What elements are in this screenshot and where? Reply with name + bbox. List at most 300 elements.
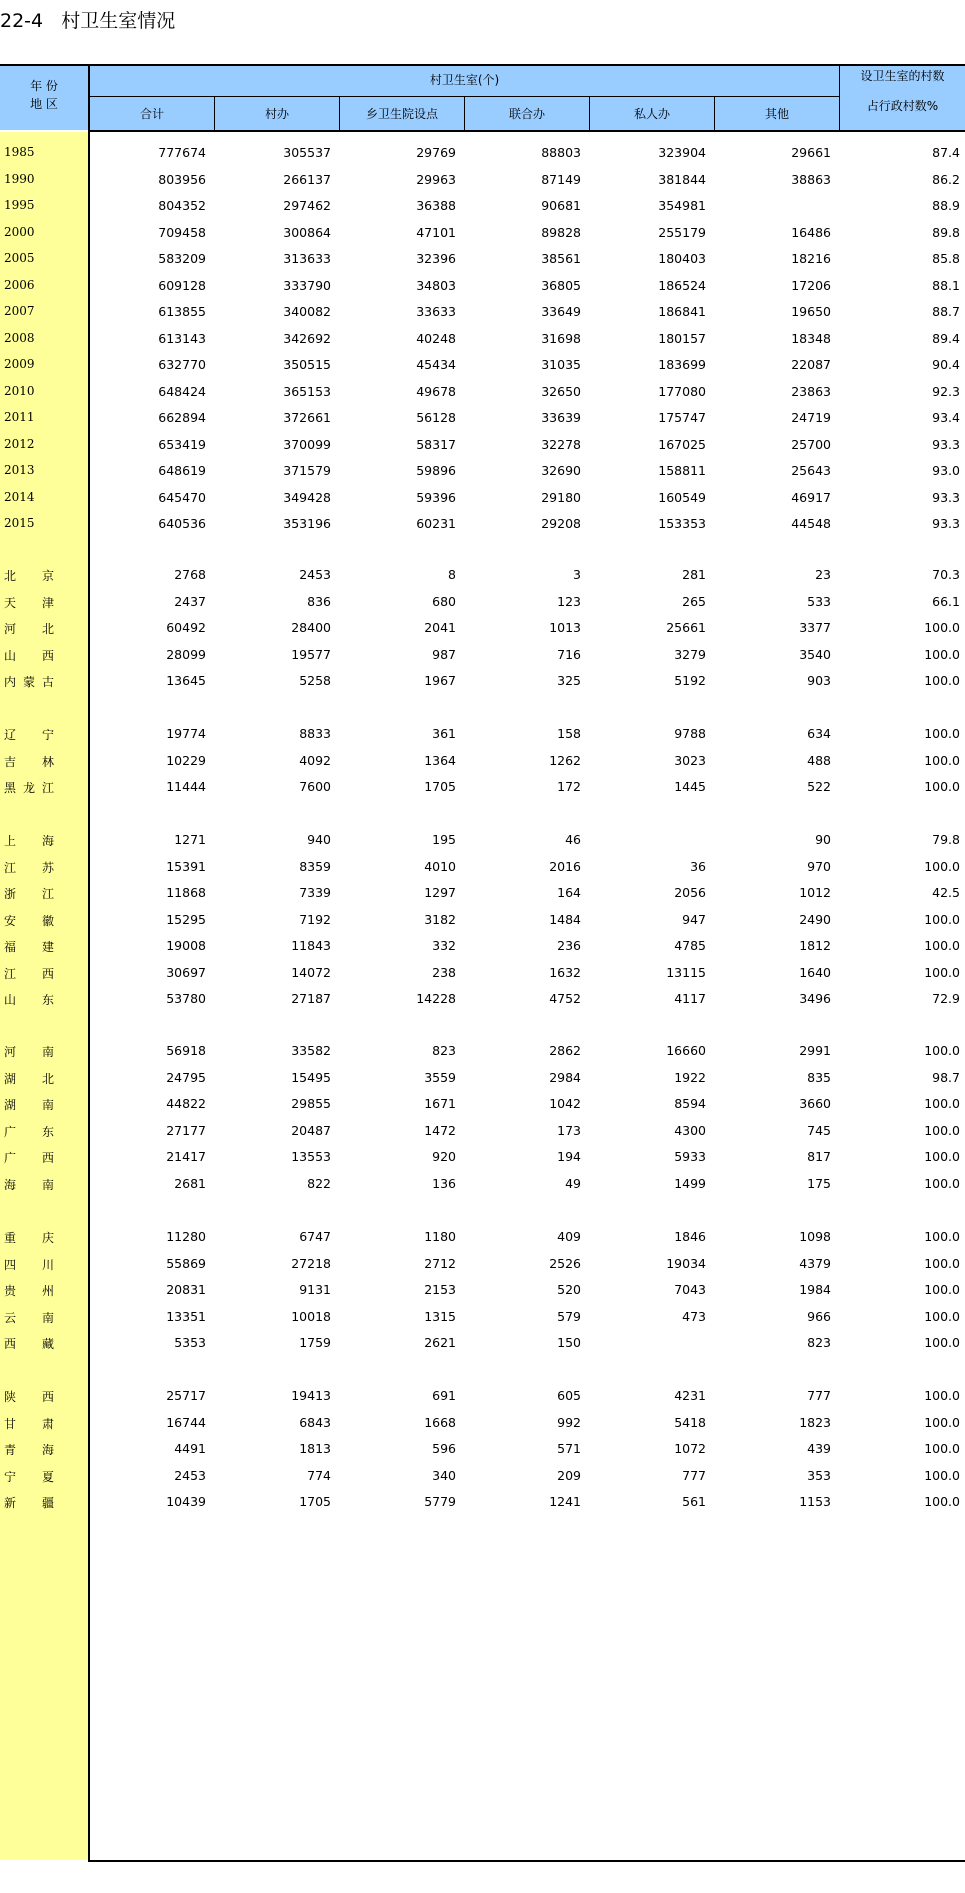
table-cell: 2526 xyxy=(549,1255,581,1271)
table-cell: 1671 xyxy=(424,1096,456,1111)
table-cell: 662894 xyxy=(158,410,206,425)
table-cell: 1241 xyxy=(549,1494,581,1509)
table-cell: 90 xyxy=(815,832,831,847)
table-cell: 8833 xyxy=(299,726,331,741)
table-cell: 33582 xyxy=(291,1043,331,1058)
table-cell: 7043 xyxy=(674,1282,706,1297)
table-cell: 90681 xyxy=(541,198,581,213)
table-cell: 1445 xyxy=(674,779,706,794)
table-cell: 1813 xyxy=(299,1441,331,1456)
table-cell: 1499 xyxy=(674,1175,706,1191)
table-cell: 46 xyxy=(565,832,581,847)
table-cell: 100.0 xyxy=(924,1043,960,1058)
table-row xyxy=(0,461,965,481)
row-region-label: 四川 xyxy=(4,1257,54,1272)
table-cell: 32396 xyxy=(416,251,456,266)
stub-header-region: 地 区 xyxy=(30,97,58,111)
table-cell: 2984 xyxy=(549,1069,581,1085)
row-region-label: 内蒙古 xyxy=(4,675,54,689)
table-cell: 100.0 xyxy=(924,1414,960,1430)
table-cell: 66.1 xyxy=(932,593,960,609)
table-cell: 27187 xyxy=(291,991,331,1006)
table-cell: 16486 xyxy=(791,224,831,240)
table-cell: 89828 xyxy=(541,224,581,240)
table-row xyxy=(0,488,965,508)
table-cell: 777 xyxy=(807,1388,831,1403)
table-cell: 342692 xyxy=(283,330,331,346)
table-row xyxy=(0,196,965,216)
table-cell: 3377 xyxy=(799,620,831,635)
row-region-label: 吉林 xyxy=(4,754,54,769)
table-cell: 353 xyxy=(807,1467,831,1483)
table-cell: 1315 xyxy=(424,1308,456,1324)
table-cell: 774 xyxy=(307,1467,331,1483)
table-cell: 2453 xyxy=(174,1467,206,1483)
table-cell: 11444 xyxy=(166,779,206,794)
row-region-label: 甘肃 xyxy=(4,1416,54,1431)
table-cell: 3023 xyxy=(674,752,706,768)
stub-header-year: 年 份 xyxy=(30,79,58,93)
table-cell: 3540 xyxy=(799,646,831,662)
table-cell: 32278 xyxy=(541,436,581,452)
table-cell: 60231 xyxy=(416,516,456,531)
table-cell: 150 xyxy=(557,1335,581,1350)
table-row xyxy=(0,143,965,163)
table-cell: 85.8 xyxy=(932,251,960,266)
table-cell: 186841 xyxy=(658,304,706,319)
table-row xyxy=(0,276,965,296)
table-cell: 10229 xyxy=(166,752,206,768)
table-cell: 323904 xyxy=(658,145,706,160)
table-cell: 836 xyxy=(307,593,331,609)
row-region-label: 贵州 xyxy=(4,1284,54,1298)
table-cell: 27177 xyxy=(166,1122,206,1138)
table-row xyxy=(0,1121,965,1141)
group-divider xyxy=(90,96,840,97)
table-cell: 194 xyxy=(557,1149,581,1164)
table-cell: 300864 xyxy=(283,224,331,240)
table-cell: 3559 xyxy=(424,1069,456,1085)
table-cell: 333790 xyxy=(283,277,331,293)
table-cell: 9131 xyxy=(299,1282,331,1297)
table-cell: 8 xyxy=(448,567,456,582)
table-cell: 1846 xyxy=(674,1229,706,1244)
table-cell: 10018 xyxy=(291,1308,331,1324)
table-cell: 409 xyxy=(557,1229,581,1244)
table-cell: 100.0 xyxy=(924,1308,960,1324)
table-cell: 13115 xyxy=(666,964,706,980)
table-cell: 167025 xyxy=(658,436,706,452)
table-cell: 745 xyxy=(807,1122,831,1138)
table-cell: 22087 xyxy=(791,357,831,372)
data-table xyxy=(0,64,965,1861)
table-cell: 100.0 xyxy=(924,673,960,688)
table-cell: 38561 xyxy=(541,251,581,266)
table-cell: 1013 xyxy=(549,620,581,635)
table-row xyxy=(0,514,965,534)
table-row xyxy=(0,1386,965,1406)
table-row xyxy=(0,249,965,269)
table-cell: 4117 xyxy=(674,991,706,1006)
table-row xyxy=(0,1413,965,1433)
table-cell: 325 xyxy=(557,673,581,688)
table-cell: 100.0 xyxy=(924,1096,960,1111)
table-row xyxy=(0,170,965,190)
table-cell: 19034 xyxy=(666,1255,706,1271)
table-cell: 29661 xyxy=(791,145,831,160)
table-cell: 1484 xyxy=(549,911,581,927)
table-cell: 2016 xyxy=(549,858,581,874)
table-cell: 2490 xyxy=(799,911,831,927)
table-cell: 823 xyxy=(432,1043,456,1058)
table-cell: 520 xyxy=(557,1282,581,1297)
table-cell: 79.8 xyxy=(932,832,960,847)
table-cell: 365153 xyxy=(283,383,331,399)
table-cell: 1759 xyxy=(299,1335,331,1350)
table-cell: 835 xyxy=(807,1069,831,1085)
table-cell: 653419 xyxy=(158,436,206,452)
table-top-border xyxy=(0,64,965,66)
table-cell: 17206 xyxy=(791,277,831,293)
table-cell: 100.0 xyxy=(924,1175,960,1191)
row-region-label: 河北 xyxy=(4,622,54,636)
table-cell: 100.0 xyxy=(924,1282,960,1297)
table-cell: 804352 xyxy=(158,198,206,213)
row-region-label: 宁夏 xyxy=(4,1469,54,1484)
table-row xyxy=(0,936,965,956)
table-row xyxy=(0,382,965,402)
table-row xyxy=(0,989,965,1009)
table-cell: 27218 xyxy=(291,1255,331,1271)
table-bottom-border xyxy=(90,1860,965,1862)
table-cell: 238 xyxy=(432,964,456,980)
row-region-label: 黑龙江 xyxy=(4,781,54,795)
table-cell: 11868 xyxy=(166,885,206,900)
table-cell: 1012 xyxy=(799,885,831,900)
table-cell: 36388 xyxy=(416,198,456,213)
col-header-pct-line2: 占行政村数% xyxy=(866,99,939,113)
table-cell: 680 xyxy=(432,593,456,609)
row-year-label: 2006 xyxy=(4,277,35,292)
table-cell: 1967 xyxy=(424,673,456,688)
row-region-label: 湖北 xyxy=(4,1071,54,1086)
row-region-label: 辽宁 xyxy=(4,728,54,742)
table-cell: 817 xyxy=(807,1149,831,1164)
table-cell: 4785 xyxy=(674,938,706,953)
table-row xyxy=(0,724,965,744)
table-cell: 313633 xyxy=(283,251,331,266)
table-cell: 100.0 xyxy=(924,858,960,874)
table-cell: 33649 xyxy=(541,304,581,319)
table-cell: 100.0 xyxy=(924,1229,960,1244)
table-cell: 29208 xyxy=(541,516,581,531)
table-cell: 372661 xyxy=(283,410,331,425)
row-region-label: 广东 xyxy=(4,1124,54,1139)
table-cell: 29963 xyxy=(416,171,456,187)
table-cell: 297462 xyxy=(283,198,331,213)
table-cell: 100.0 xyxy=(924,1149,960,1164)
table-cell: 14072 xyxy=(291,964,331,980)
table-cell: 28400 xyxy=(291,620,331,635)
table-cell: 11280 xyxy=(166,1229,206,1244)
col-header-total: 合计 xyxy=(139,107,164,121)
table-row xyxy=(0,1041,965,1061)
table-cell: 777674 xyxy=(158,145,206,160)
row-region-label: 江西 xyxy=(4,966,54,981)
table-cell: 1042 xyxy=(549,1096,581,1111)
table-cell: 160549 xyxy=(658,489,706,505)
table-cell: 1922 xyxy=(674,1069,706,1085)
table-cell: 605 xyxy=(557,1388,581,1403)
table-cell: 173 xyxy=(557,1122,581,1138)
table-row xyxy=(0,1254,965,1274)
table-cell: 350515 xyxy=(283,357,331,372)
table-cell: 640536 xyxy=(158,516,206,531)
table-cell: 970 xyxy=(807,858,831,874)
table-cell: 44822 xyxy=(166,1096,206,1111)
table-cell: 370099 xyxy=(283,436,331,452)
row-region-label: 福建 xyxy=(4,940,54,954)
table-row xyxy=(0,1307,965,1327)
table-cell: 9788 xyxy=(674,726,706,741)
table-cell: 18216 xyxy=(791,251,831,266)
row-year-label: 2008 xyxy=(4,330,35,345)
table-cell: 634 xyxy=(807,726,831,741)
table-cell: 1098 xyxy=(799,1229,831,1244)
table-cell: 93.4 xyxy=(932,410,960,425)
table-cell: 90.4 xyxy=(932,357,960,372)
table-cell: 522 xyxy=(807,779,831,794)
table-cell: 172 xyxy=(557,779,581,794)
table-cell: 5779 xyxy=(424,1494,456,1509)
table-cell: 1364 xyxy=(424,752,456,768)
table-cell: 992 xyxy=(557,1414,581,1430)
table-cell: 5353 xyxy=(174,1335,206,1350)
table-cell: 100.0 xyxy=(924,1441,960,1456)
table-cell: 966 xyxy=(807,1308,831,1324)
table-cell: 25717 xyxy=(166,1388,206,1403)
table-cell: 25661 xyxy=(666,620,706,635)
table-cell: 920 xyxy=(432,1149,456,1164)
table-cell: 19650 xyxy=(791,304,831,319)
table-cell: 88.7 xyxy=(932,304,960,319)
table-cell: 4231 xyxy=(674,1388,706,1403)
table-cell: 34803 xyxy=(416,277,456,293)
row-region-label: 江苏 xyxy=(4,860,54,875)
table-row xyxy=(0,1280,965,1300)
table-row xyxy=(0,223,965,243)
table-cell: 45434 xyxy=(416,357,456,372)
table-cell: 1640 xyxy=(799,964,831,980)
table-cell: 100.0 xyxy=(924,1494,960,1509)
page-title: 22-4 村卫生室情况 xyxy=(0,10,176,32)
row-region-label: 海南 xyxy=(4,1177,54,1192)
table-row xyxy=(0,435,965,455)
row-region-label: 安徽 xyxy=(4,913,54,928)
table-cell: 25643 xyxy=(791,463,831,478)
row-year-label: 2012 xyxy=(4,436,35,451)
row-region-label: 天津 xyxy=(4,595,54,610)
table-cell: 571 xyxy=(557,1441,581,1456)
table-cell: 93.3 xyxy=(932,489,960,505)
table-row xyxy=(0,857,965,877)
table-cell: 1812 xyxy=(799,938,831,953)
col-header-township: 乡卫生院设点 xyxy=(365,107,438,121)
table-cell: 36 xyxy=(690,858,706,874)
table-cell: 823 xyxy=(807,1335,831,1350)
table-cell: 29769 xyxy=(416,145,456,160)
table-cell: 305537 xyxy=(283,145,331,160)
table-cell: 32690 xyxy=(541,463,581,478)
table-cell: 100.0 xyxy=(924,938,960,953)
table-cell: 60492 xyxy=(166,620,206,635)
table-cell: 1271 xyxy=(174,832,206,847)
table-cell: 648424 xyxy=(158,383,206,399)
table-cell: 175747 xyxy=(658,410,706,425)
table-row xyxy=(0,565,965,585)
table-cell: 488 xyxy=(807,752,831,768)
row-year-label: 2007 xyxy=(4,304,35,318)
table-cell: 1705 xyxy=(424,779,456,794)
table-cell: 100.0 xyxy=(924,911,960,927)
table-cell: 709458 xyxy=(158,224,206,240)
table-cell: 940 xyxy=(307,832,331,847)
table-cell: 903 xyxy=(807,673,831,688)
col-header-pct-line1: 设卫生室的村数 xyxy=(860,69,945,83)
table-row xyxy=(0,963,965,983)
table-cell: 648619 xyxy=(158,463,206,478)
table-cell: 89.8 xyxy=(932,224,960,240)
table-cell: 561 xyxy=(682,1494,706,1509)
table-cell: 29855 xyxy=(291,1096,331,1111)
row-year-label: 2010 xyxy=(4,383,35,398)
row-year-label: 2000 xyxy=(4,224,35,239)
table-cell: 33633 xyxy=(416,304,456,319)
table-row xyxy=(0,1492,965,1512)
table-row xyxy=(0,830,965,850)
table-cell: 4379 xyxy=(799,1255,831,1271)
table-cell: 100.0 xyxy=(924,1335,960,1350)
table-cell: 25700 xyxy=(791,436,831,452)
table-cell: 46917 xyxy=(791,489,831,505)
table-cell: 5192 xyxy=(674,673,706,688)
table-row xyxy=(0,751,965,771)
table-cell: 56918 xyxy=(166,1043,206,1058)
row-region-label: 山东 xyxy=(4,993,54,1007)
table-row xyxy=(0,618,965,638)
table-cell: 281 xyxy=(682,567,706,582)
table-cell: 3660 xyxy=(799,1096,831,1111)
table-row xyxy=(0,777,965,797)
table-cell: 533 xyxy=(807,593,831,609)
table-cell: 8594 xyxy=(674,1096,706,1111)
table-cell: 609128 xyxy=(158,277,206,293)
table-row xyxy=(0,1466,965,1486)
table-cell: 3279 xyxy=(674,646,706,662)
table-cell: 8359 xyxy=(299,858,331,874)
table-row xyxy=(0,302,965,322)
table-cell: 86.2 xyxy=(932,171,960,187)
header-bottom-border xyxy=(90,130,965,132)
table-cell: 87149 xyxy=(541,171,581,187)
table-cell: 340 xyxy=(432,1467,456,1483)
table-cell: 7339 xyxy=(299,885,331,900)
table-cell: 186524 xyxy=(658,277,706,293)
table-cell: 100.0 xyxy=(924,1388,960,1403)
table-cell: 1984 xyxy=(799,1282,831,1297)
table-cell: 23863 xyxy=(791,383,831,399)
table-cell: 100.0 xyxy=(924,752,960,768)
table-cell: 583209 xyxy=(158,251,206,266)
row-region-label: 云南 xyxy=(4,1310,54,1325)
table-cell: 47101 xyxy=(416,224,456,240)
table-cell: 2768 xyxy=(174,567,206,582)
table-cell: 153353 xyxy=(658,516,706,531)
table-cell: 18348 xyxy=(791,330,831,346)
table-cell: 183699 xyxy=(658,357,706,372)
table-cell: 16660 xyxy=(666,1043,706,1058)
table-cell: 353196 xyxy=(283,516,331,531)
table-cell: 1705 xyxy=(299,1494,331,1509)
table-cell: 58317 xyxy=(416,436,456,452)
table-cell: 691 xyxy=(432,1388,456,1403)
row-year-label: 2009 xyxy=(4,357,35,371)
table-cell: 5258 xyxy=(299,673,331,688)
table-cell: 24795 xyxy=(166,1069,206,1085)
table-cell: 100.0 xyxy=(924,964,960,980)
row-region-label: 广西 xyxy=(4,1151,54,1165)
table-cell: 381844 xyxy=(658,171,706,187)
table-row xyxy=(0,671,965,691)
table-cell: 88803 xyxy=(541,145,581,160)
table-cell: 645470 xyxy=(158,489,206,505)
table-cell: 53780 xyxy=(166,991,206,1006)
table-cell: 209 xyxy=(557,1467,581,1483)
table-cell: 19577 xyxy=(291,646,331,662)
row-region-label: 青海 xyxy=(4,1443,54,1457)
table-cell: 180403 xyxy=(658,251,706,266)
table-row xyxy=(0,645,965,665)
table-cell: 195 xyxy=(432,832,456,847)
table-row xyxy=(0,883,965,903)
table-cell: 136 xyxy=(432,1175,456,1191)
row-region-label: 河南 xyxy=(4,1045,54,1059)
table-cell: 265 xyxy=(682,593,706,609)
table-cell: 29180 xyxy=(541,489,581,505)
table-cell: 16744 xyxy=(166,1414,206,1430)
table-cell: 4092 xyxy=(299,752,331,768)
col-header-joint: 联合办 xyxy=(508,107,545,121)
table-cell: 822 xyxy=(307,1175,331,1191)
col-header-village: 村办 xyxy=(264,107,289,121)
table-cell: 6747 xyxy=(299,1229,331,1244)
table-cell: 3 xyxy=(573,567,581,582)
table-cell: 5933 xyxy=(674,1149,706,1164)
table-cell: 31698 xyxy=(541,330,581,346)
table-cell: 4300 xyxy=(674,1122,706,1138)
table-cell: 777 xyxy=(682,1467,706,1483)
group-header: 村卫生室(个) xyxy=(429,73,500,87)
table-cell: 40248 xyxy=(416,330,456,346)
table-row xyxy=(0,592,965,612)
table-cell: 6843 xyxy=(299,1414,331,1430)
table-cell: 4010 xyxy=(424,858,456,874)
table-cell: 2862 xyxy=(549,1043,581,1058)
row-year-label: 2015 xyxy=(4,516,35,530)
table-cell: 19413 xyxy=(291,1388,331,1403)
table-cell: 596 xyxy=(432,1441,456,1456)
table-cell: 123 xyxy=(557,593,581,609)
